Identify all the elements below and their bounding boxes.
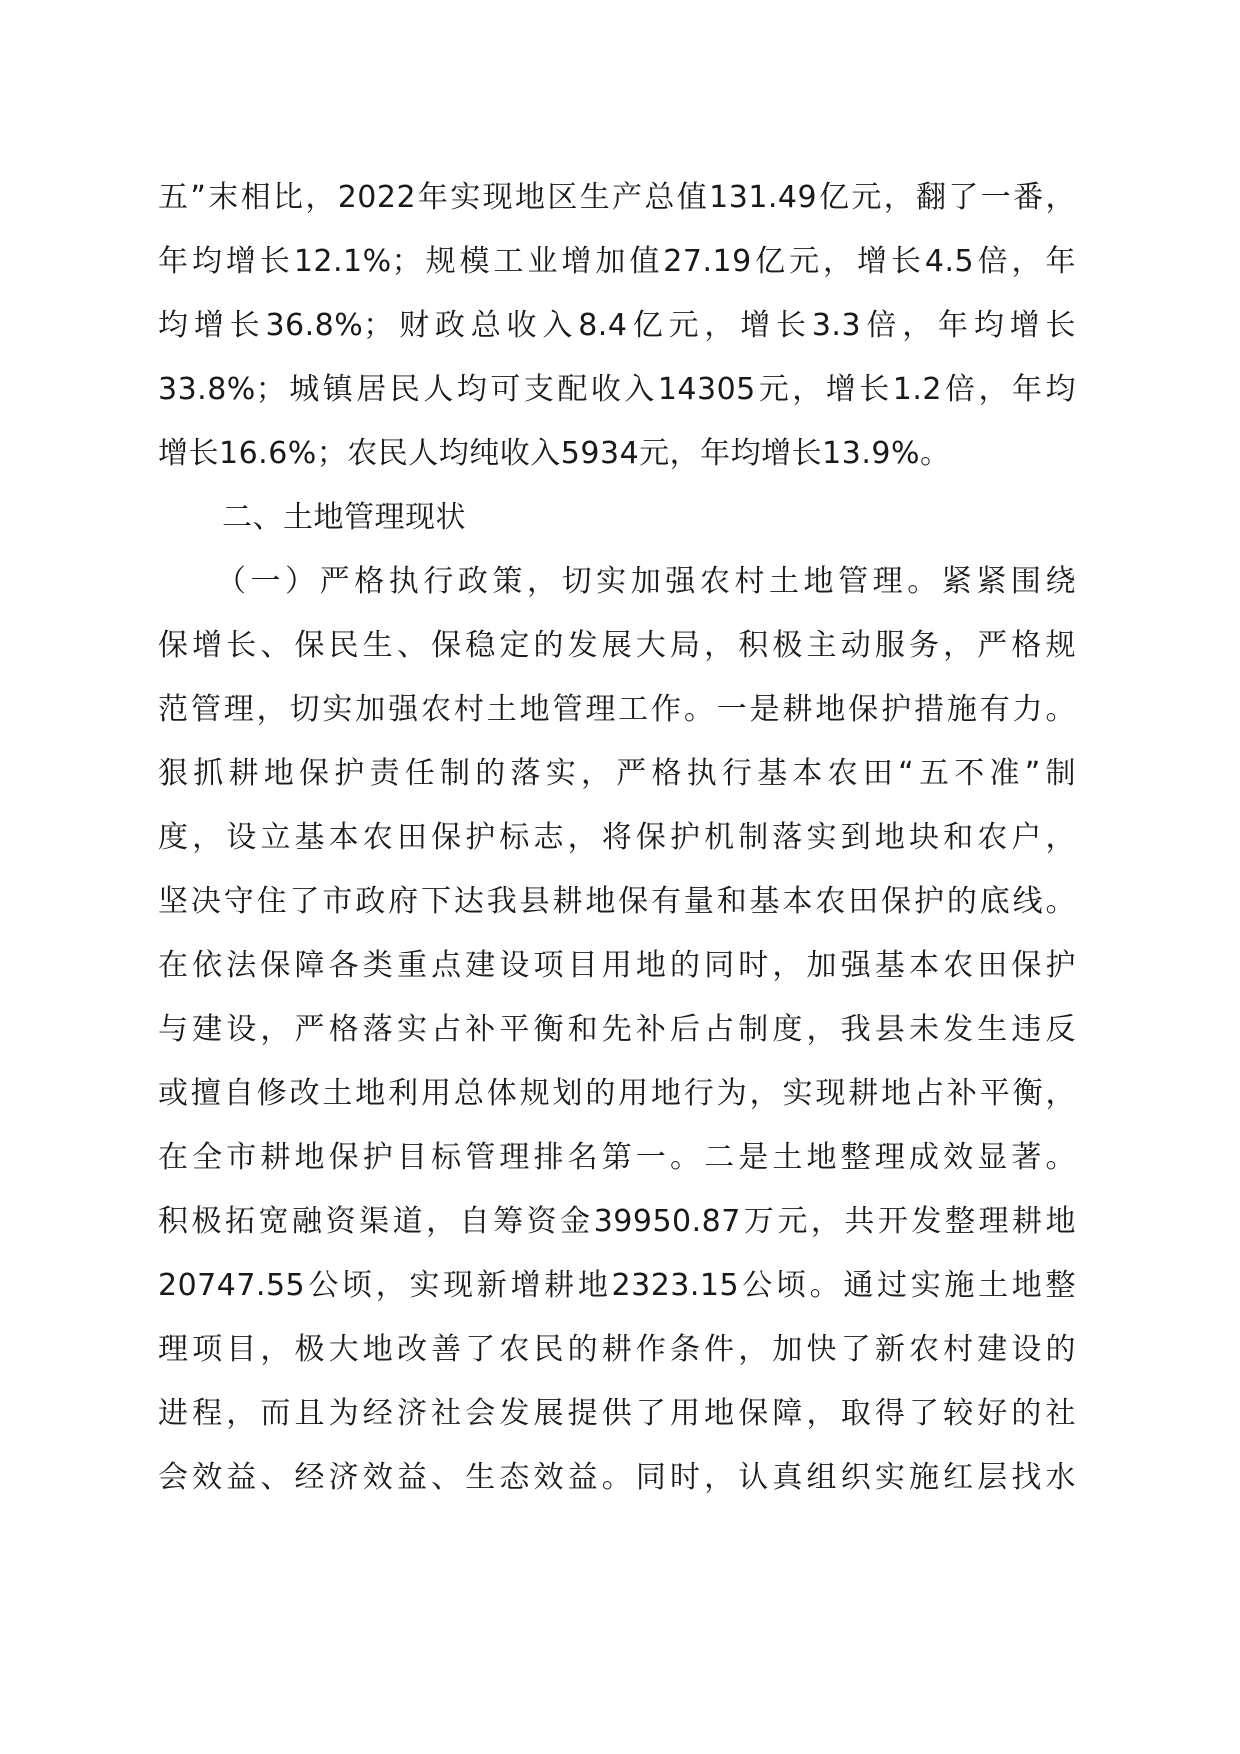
text-line: 增长16.6%；农民人均纯收入5934元，年均增长13.9%。 <box>158 436 951 471</box>
text-line: 20747.55公顷，实现新增耕地2323.15公顷。通过实施土地整 <box>158 1268 1076 1303</box>
text-line: 或擅自修改土地利用总体规划的用地行为，实现耕地占补平衡， <box>158 1076 1076 1111</box>
text-line: 进程，而且为经济社会发展提供了用地保障，取得了较好的社 <box>158 1396 1076 1431</box>
text-line: 范管理，切实加强农村土地管理工作。一是耕地保护措施有力。 <box>158 692 1076 727</box>
text-line: 在全市耕地保护目标管理排名第一。二是土地整理成效显著。 <box>158 1140 1076 1175</box>
text-line: 五”末相比，2022年实现地区生产总值131.49亿元，翻了一番， <box>158 180 1076 215</box>
text-line: 保增长、保民生、保稳定的发展大局，积极主动服务，严格规 <box>158 628 1076 663</box>
text-line: 会效益、经济效益、生态效益。同时，认真组织实施红层找水 <box>158 1460 1076 1495</box>
text-line: 狠抓耕地保护责任制的落实，严格执行基本农田“五不准”制 <box>158 756 1076 791</box>
text-line: 坚决守住了市政府下达我县耕地保有量和基本农田保护的底线。 <box>158 884 1076 919</box>
section-heading: 二、土地管理现状 <box>222 500 466 535</box>
document-body <box>158 166 1076 1510</box>
text-line: 年均增长12.1%；规模工业增加值27.19亿元，增长4.5倍，年 <box>158 244 1076 279</box>
text-line: 理项目，极大地改善了农民的耕作条件，加快了新农村建设的 <box>158 1332 1076 1367</box>
text-line: 积极拓宽融资渠道，自筹资金39950.87万元，共开发整理耕地 <box>158 1204 1076 1239</box>
text-line: 均增长36.8%；财政总收入8.4亿元，增长3.3倍，年均增长 <box>158 308 1076 343</box>
text-line: 度，设立基本农田保护标志，将保护机制落实到地块和农户， <box>158 820 1076 855</box>
text-line: 33.8%；城镇居民人均可支配收入14305元，增长1.2倍，年均 <box>158 372 1076 407</box>
text-line: （一）严格执行政策，切实加强农村土地管理。紧紧围绕 <box>216 564 1076 599</box>
text-line: 在依法保障各类重点建设项目用地的同时，加强基本农田保护 <box>158 948 1076 983</box>
text-line: 与建设，严格落实占补平衡和先补后占制度，我县未发生违反 <box>158 1012 1076 1047</box>
